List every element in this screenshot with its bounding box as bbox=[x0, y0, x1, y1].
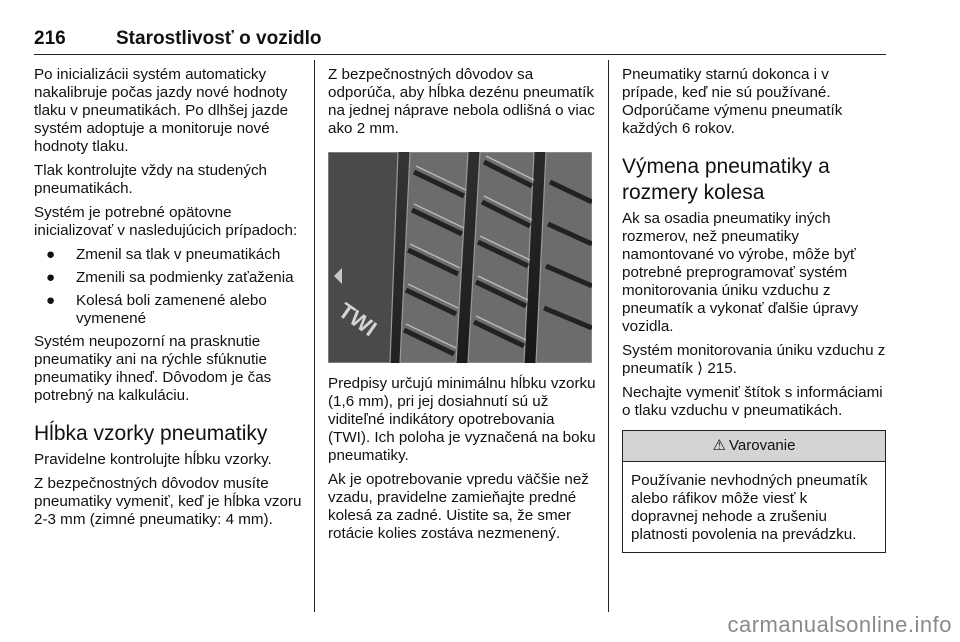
paragraph: Pravidelne kontrolujte hĺbku vzorky. bbox=[34, 451, 272, 468]
page-reference-icon: ⟩ bbox=[697, 360, 704, 377]
paragraph: Po inicializácii systém automaticky nakalibruje počas jazdy nové hodnoty tlaku v pneumatikách. Po dlhšej jazde systém adoptuje a monitoruje nové hodnoty tlaku. bbox=[34, 66, 289, 155]
warning-header bbox=[623, 431, 885, 462]
bullet-icon: ● bbox=[46, 269, 56, 286]
tire-tread-image bbox=[328, 152, 592, 363]
chapter-title: Starostlivosť o vozidlo bbox=[116, 28, 322, 49]
list-item-text: Zmenili sa podmienky zaťaženia bbox=[76, 269, 294, 286]
column-divider bbox=[314, 60, 315, 612]
column-divider bbox=[608, 60, 609, 612]
column-middle bbox=[328, 66, 596, 549]
list-item-text: Zmenil sa tlak v pneumatikách bbox=[76, 246, 281, 263]
paragraph: Tlak kontrolujte vždy na studených pneumatikách. bbox=[34, 162, 267, 197]
list-item bbox=[34, 292, 302, 328]
twi-label: TWI bbox=[333, 297, 382, 342]
paragraph-text: Systém monitorovania úniku vzduchu z pneumatík bbox=[622, 342, 886, 377]
page-number: 216 bbox=[34, 28, 66, 49]
paragraph: Ak sa osadia pneumatiky iných rozmerov, než pneumatiky namontované vo výrobe, môže byť potrebné preprogramovať systém monitorovania úniku vzduchu z pneumatík a vykonať ďalšie úpravy vozidla. bbox=[622, 210, 859, 335]
paragraph bbox=[622, 342, 886, 378]
list-item-text: Kolesá boli zamenené alebo vymenené bbox=[76, 292, 267, 327]
bullet-icon: ● bbox=[46, 246, 56, 263]
paragraph: Predpisy určujú minimálnu hĺbku vzorku (1,6 mm), pri jej dosiahnutí sú už viditeľné indikátory opotrebovania (TWI). Ich poloha je vyznačená na boku pneumatiky. bbox=[328, 375, 596, 464]
paragraph: Nechajte vymeniť štítok s informáciami o tlaku vzduchu v pneumatikách. bbox=[622, 384, 883, 419]
warning-title: Varovanie bbox=[729, 437, 796, 454]
paragraph: Z bezpečnostných dôvodov sa odporúča, aby hĺbka dezénu pneumatík na jednej náprave nebola odlišná o viac ako 2 mm. bbox=[328, 66, 595, 137]
bullet-list bbox=[34, 246, 302, 328]
column-right bbox=[622, 66, 886, 553]
bullet-icon: ● bbox=[46, 292, 56, 309]
paragraph: Pneumatiky starnú dokonca i v prípade, keď nie sú používané. Odporúčame výmenu pneumatík každých 6 rokov. bbox=[622, 66, 843, 137]
page-reference[interactable]: 215. bbox=[707, 360, 737, 377]
page-header bbox=[34, 24, 886, 55]
paragraph: Ak je opotrebovanie vpredu väčšie než vzadu, pravidelne zamieňajte predné kolesá za zadné. Uistite sa, že smer rotácie kolies zostáva nezmenený. bbox=[328, 471, 589, 542]
watermark: carmanualsonline.info bbox=[727, 612, 952, 637]
paragraph: Systém neupozorní na prasknutie pneumatiky ani na rýchle sfúknutie pneumatiky ihneď. Dôvodom je čas potrebný na kalkuláciu. bbox=[34, 333, 272, 404]
paragraph: Systém je potrebné opätovne inicializovať v nasledujúcich prípadoch: bbox=[34, 204, 298, 239]
warning-text: Používanie nevhodných pneumatík alebo ráfikov môže viesť k dopravnej nehode a zrušeniu platnosti povolenia na prevádzku. bbox=[631, 472, 868, 543]
list-item bbox=[34, 269, 302, 287]
section-heading: Výmena pneumatiky a rozmery kolesa bbox=[622, 155, 830, 204]
section-heading: Hĺbka vzorky pneumatiky bbox=[34, 422, 268, 445]
list-item bbox=[34, 246, 302, 264]
column-left bbox=[34, 66, 302, 535]
warning-icon: ⚠ bbox=[712, 437, 726, 454]
paragraph: Z bezpečnostných dôvodov musíte pneumatiky vymeniť, keď je hĺbka vzoru 2-3 mm (zimné pneumatiky: 4 mm). bbox=[34, 475, 302, 528]
warning-box bbox=[622, 430, 886, 553]
